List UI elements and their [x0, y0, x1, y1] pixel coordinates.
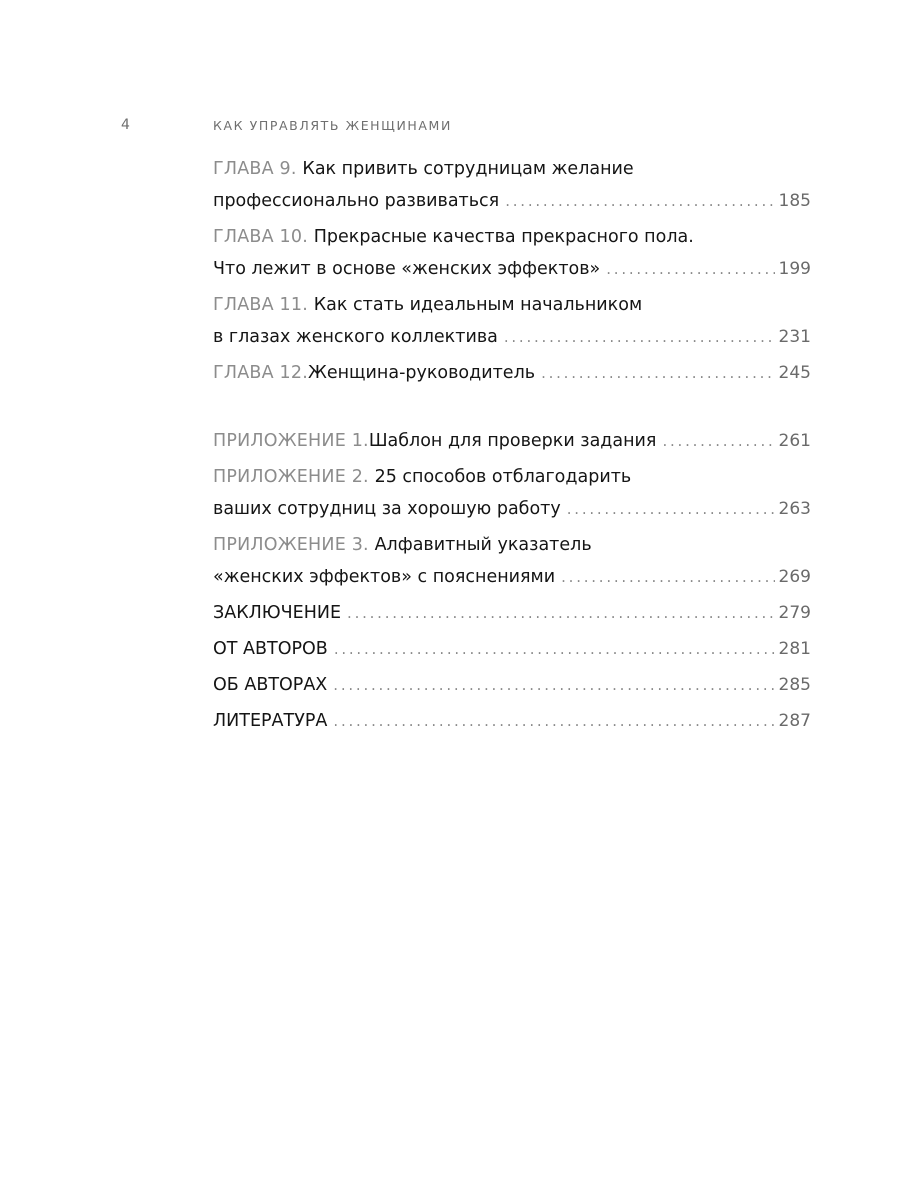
- dot-leader: [606, 253, 774, 285]
- toc-title-continued: ваших сотрудниц за хорошую работу: [213, 499, 561, 519]
- dot-leader: [347, 597, 775, 629]
- toc-title: Алфавитный указатель: [374, 535, 592, 555]
- page-number: 4: [121, 117, 130, 133]
- dot-leader: [662, 425, 774, 457]
- dot-leader: [505, 185, 774, 217]
- toc-title-continued: в глазах женского коллектива: [213, 327, 498, 347]
- toc-title-continued: профессионально развиваться: [213, 191, 500, 211]
- toc-page-number: 185: [778, 191, 811, 211]
- toc-page-number: 245: [778, 363, 811, 383]
- dot-leader: [333, 669, 774, 701]
- toc-entry-appendix-2[interactable]: [213, 461, 811, 525]
- toc-entry-literature[interactable]: [213, 705, 811, 737]
- toc-page-number: 285: [778, 675, 811, 695]
- toc-page-number: 287: [778, 711, 811, 731]
- toc-title: ОТ АВТОРОВ: [213, 639, 328, 659]
- toc-entry-conclusion[interactable]: [213, 597, 811, 629]
- toc-label: ПРИЛОЖЕНИЕ 1.: [213, 431, 369, 451]
- toc-label: ПРИЛОЖЕНИЕ 3.: [213, 535, 375, 555]
- toc-title-continued: Что лежит в основе «женских эффектов»: [213, 259, 601, 279]
- toc-page-number: 281: [778, 639, 811, 659]
- running-head: [0, 117, 900, 137]
- dot-leader: [333, 705, 774, 737]
- toc-title: Как привить сотрудницам желание: [302, 159, 634, 179]
- toc-title: Прекрасные качества прекрасного пола.: [313, 227, 694, 247]
- running-title: КАК УПРАВЛЯТЬ ЖЕНЩИНАМИ: [213, 118, 452, 133]
- toc-page-number: 269: [778, 567, 811, 587]
- table-of-contents: [213, 153, 811, 741]
- toc-entry-chapter-10[interactable]: [213, 221, 811, 285]
- toc-page-number: 199: [778, 259, 811, 279]
- toc-label: ГЛАВА 11.: [213, 295, 314, 315]
- toc-title: ЗАКЛЮЧЕНИЕ: [213, 603, 342, 623]
- toc-entry-about-authors[interactable]: [213, 669, 811, 701]
- toc-entry-from-authors[interactable]: [213, 633, 811, 665]
- toc-label: ГЛАВА 9.: [213, 159, 303, 179]
- dot-leader: [567, 493, 775, 525]
- toc-entry-appendix-1[interactable]: [213, 425, 811, 457]
- dot-leader: [504, 321, 775, 353]
- toc-title: 25 способов отблагодарить: [374, 467, 632, 487]
- toc-title-continued: «женских эффектов» с пояснениями: [213, 567, 556, 587]
- toc-title: Женщина-руководитель: [307, 363, 536, 383]
- toc-title: ОБ АВТОРАХ: [213, 675, 328, 695]
- toc-page-number: 263: [778, 499, 811, 519]
- toc-title: Шаблон для проверки задания: [368, 431, 657, 451]
- toc-label: ГЛАВА 10.: [213, 227, 314, 247]
- toc-entry-chapter-11[interactable]: [213, 289, 811, 353]
- toc-title: Как стать идеальным начальником: [313, 295, 643, 315]
- toc-page-number: 261: [778, 431, 811, 451]
- dot-leader: [541, 357, 774, 389]
- toc-label: ГЛАВА 12.: [213, 363, 308, 383]
- toc-entry-appendix-3[interactable]: [213, 529, 811, 593]
- dot-leader: [334, 633, 775, 665]
- toc-page-number: 231: [778, 327, 811, 347]
- toc-entry-chapter-12[interactable]: [213, 357, 811, 389]
- toc-title: ЛИТЕРАТУРА: [213, 711, 328, 731]
- dot-leader: [561, 561, 774, 593]
- toc-page-number: 279: [778, 603, 811, 623]
- toc-entry-chapter-9[interactable]: [213, 153, 811, 217]
- toc-label: ПРИЛОЖЕНИЕ 2.: [213, 467, 375, 487]
